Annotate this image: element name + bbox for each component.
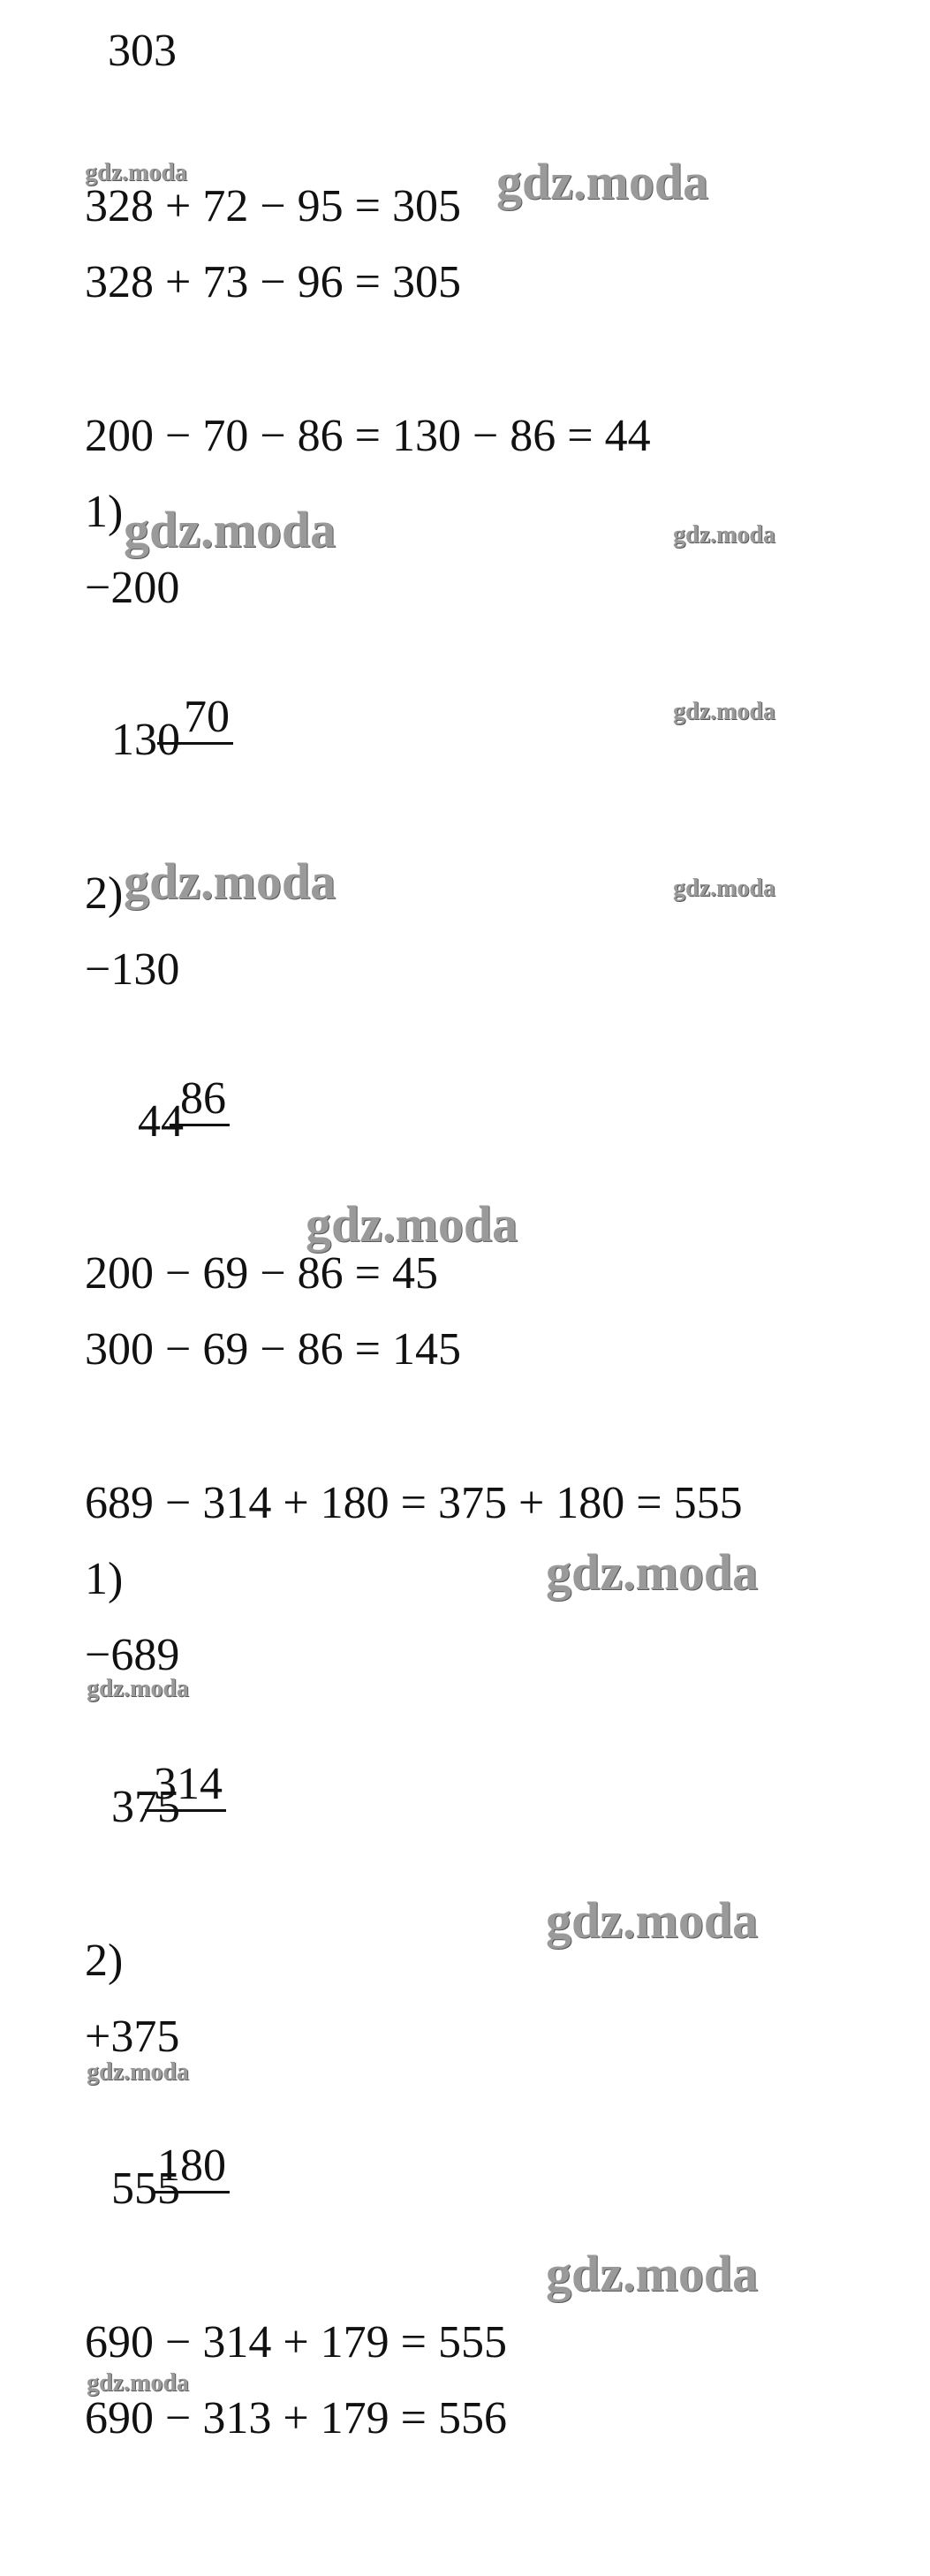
watermark: gdz.moda (496, 153, 709, 210)
watermark: gdz.moda (87, 2058, 189, 2086)
step-label: 1) (85, 487, 124, 537)
text-line: 200 − 69 − 86 = 45 (85, 1248, 438, 1299)
watermark: gdz.moda (85, 159, 187, 186)
column-result: 555 (111, 2163, 180, 2214)
column-subtrahend: 70 (157, 692, 233, 745)
step-label: 2) (85, 1936, 124, 1986)
watermark: gdz.moda (87, 2369, 189, 2397)
column-augend: +375 (85, 2012, 180, 2062)
text-line: 303 (108, 26, 177, 76)
watermark: gdz.moda (673, 521, 775, 549)
watermark: gdz.moda (546, 2245, 759, 2302)
watermark: gdz.moda (546, 1543, 759, 1601)
watermark: gdz.moda (546, 1891, 759, 1949)
watermark: gdz.moda (87, 1675, 189, 1702)
column-minuend: −689 (85, 1630, 180, 1680)
text-line: 690 − 314 + 179 = 555 (85, 2317, 507, 2368)
column-minuend: −200 (85, 563, 180, 613)
text-line: 200 − 70 − 86 = 130 − 86 = 44 (85, 411, 651, 461)
text-line: 689 − 314 + 180 = 375 + 180 = 555 (85, 1478, 743, 1528)
column-result: 44 (138, 1096, 184, 1147)
column-addend: 180 (154, 2140, 230, 2193)
text-line: 690 − 313 + 179 = 556 (85, 2393, 507, 2443)
text-line: 328 + 72 − 95 = 305 (85, 181, 461, 231)
column-subtrahend: 314 (145, 1759, 226, 1812)
column-result: 130 (111, 715, 180, 765)
step-label: 2) (85, 868, 124, 919)
column-result: 375 (111, 1782, 180, 1832)
text-line: 300 − 69 − 86 = 145 (85, 1324, 461, 1375)
column-subtrahend: 86 (170, 1073, 230, 1126)
text-line: 328 + 73 − 96 = 305 (85, 257, 461, 307)
column-minuend: −130 (85, 944, 180, 995)
watermark: gdz.moda (124, 852, 336, 910)
watermark: gdz.moda (673, 875, 775, 902)
step-label: 1) (85, 1554, 124, 1604)
watermark: gdz.moda (306, 1195, 518, 1253)
watermark: gdz.moda (673, 698, 775, 725)
watermark: gdz.moda (124, 501, 336, 558)
